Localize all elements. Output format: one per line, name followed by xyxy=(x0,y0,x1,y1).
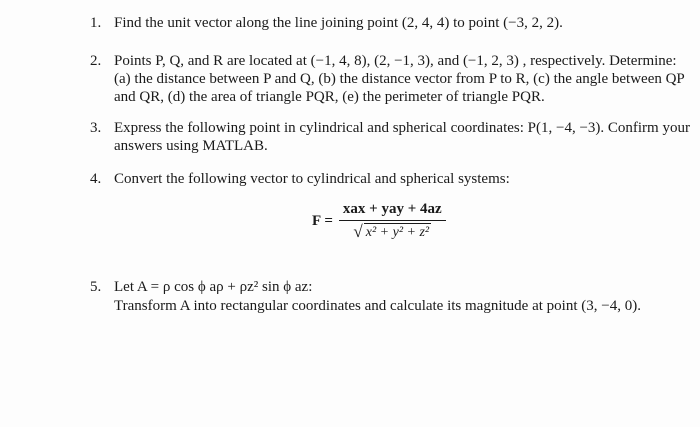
problem-5-continued xyxy=(90,297,690,315)
problem-1 xyxy=(90,14,690,32)
problem-text: Convert the following vector to cylindrical and spherical systems: xyxy=(114,171,510,187)
problem-text: and QR, (d) the area of triangle PQR, (e) the perimeter of triangle PQR. xyxy=(114,89,545,105)
problem-3 xyxy=(90,119,690,155)
problem-text: Points P, Q, and R are located at (−1, 4, 8), (2, −1, 3), and (−1, 2, 3) , respectively. Determine: xyxy=(114,53,677,69)
problem-text: Find the unit vector along the line joining point (2, 4, 4) to point (−3, 2, 2). xyxy=(114,15,563,31)
problem-number: 3. xyxy=(90,120,102,136)
problem-number: 5. xyxy=(90,279,102,295)
problem-text: (a) the distance between P and Q, (b) the distance vector from P to R, (c) the angle between QP xyxy=(114,71,685,87)
equation-fraction xyxy=(339,201,446,241)
problem-text: Express the following point in cylindrical and spherical coordinates: P(1, −4, −3). Confirm your xyxy=(114,120,690,136)
equation-denominator xyxy=(353,221,431,241)
problem-text: answers using MATLAB. xyxy=(114,138,268,154)
vector-equation xyxy=(312,198,446,244)
problem-number: 1. xyxy=(90,15,102,31)
problem-number: 2. xyxy=(90,53,102,69)
square-root-icon: √ xyxy=(353,222,363,241)
problem-5 xyxy=(90,278,690,296)
problem-text: Transform A into rectangular coordinates and calculate its magnitude at point (3, −4, 0). xyxy=(114,298,641,314)
equation-radicand: x² + y² + z² xyxy=(365,225,430,240)
problem-4 xyxy=(90,170,690,188)
equation-numerator: xax + yay + 4az xyxy=(342,201,442,217)
problem-text: Let A = ρ cos ϕ aρ + ρz² sin ϕ az: xyxy=(114,279,313,295)
problem-number: 4. xyxy=(90,171,102,187)
problem-2 xyxy=(90,52,690,106)
equation-lhs: F = xyxy=(312,212,333,229)
